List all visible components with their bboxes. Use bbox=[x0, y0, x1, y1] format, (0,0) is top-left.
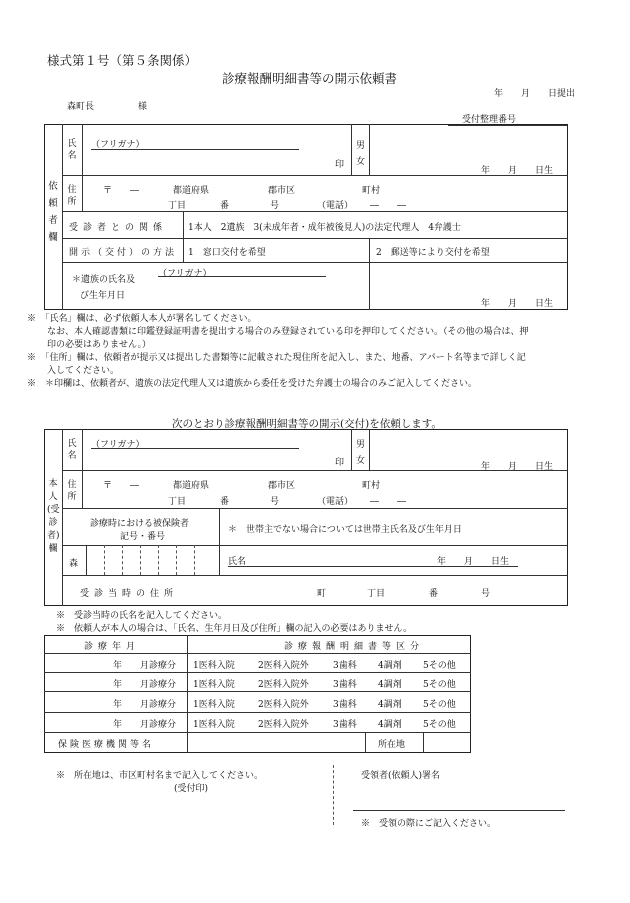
patient-postal[interactable]: 〒 ― bbox=[103, 481, 140, 491]
claims-period[interactable]: 年 月診療分 bbox=[113, 700, 177, 710]
claims-opt-inpatient[interactable]: 1医科入院 bbox=[193, 661, 235, 671]
patient-chome: 丁目 bbox=[168, 497, 187, 507]
householder-birth[interactable]: 年 月 日生 bbox=[437, 557, 510, 567]
method-label: 開示（交付）の方法 bbox=[69, 248, 178, 258]
location-note: ※ 所在地は、市区町村名まで記入してください。 bbox=[56, 771, 264, 781]
claims-opt-pharmacy[interactable]: 4調剤 bbox=[378, 680, 402, 690]
requester-city: 郡市区 bbox=[268, 186, 296, 196]
note-seal-cont: 印の必要はありません。） bbox=[47, 340, 152, 350]
requester-birth-date[interactable]: 年 月 日生 bbox=[481, 166, 554, 176]
relation-label: 受診者との関係 bbox=[69, 223, 168, 233]
bereaved-furigana-label: （フリガナ） bbox=[158, 269, 212, 279]
patient-sex-female[interactable]: 女 bbox=[356, 456, 366, 466]
request-sentence: 次のとおり診療報酬明細書等の開示(交付)を依頼します。 bbox=[172, 418, 442, 430]
claims-opt-dental[interactable]: 3歯科 bbox=[333, 661, 357, 671]
patient-birth-date[interactable]: 年 月 日生 bbox=[481, 462, 554, 472]
bereaved-label-2: び生年月日 bbox=[80, 291, 126, 301]
insured-label-2: 記号・番号 bbox=[120, 532, 166, 542]
requester-furigana-field[interactable] bbox=[91, 149, 299, 150]
note-seal: なお、本人確認書類に印鑑登録証明書を提出する場合のみ登録されている印を押印してください。（その他の場合は、押 bbox=[47, 327, 529, 337]
col-period-header: 診療年月 bbox=[84, 642, 141, 652]
requester-phone-dashes[interactable]: ― ― bbox=[370, 201, 407, 211]
claims-opt-pharmacy[interactable]: 4調剤 bbox=[378, 700, 402, 710]
method-option-mail[interactable]: 2 郵送等により交付を希望 bbox=[376, 248, 490, 258]
patient-go: 号 bbox=[270, 497, 280, 507]
claims-opt-other[interactable]: 5その他 bbox=[423, 720, 456, 730]
claims-period[interactable]: 年 月診療分 bbox=[113, 720, 177, 730]
requester-banchi: 番 bbox=[220, 201, 230, 211]
requester-town: 町村 bbox=[362, 186, 381, 196]
note-asterisk: ※ ＊印欄は、依頼者が、遺族の法定代理人又は遺族から委任を受けた弁護士の場合のみご記入してください。 bbox=[27, 379, 478, 389]
addr-at-visit-chome: 丁目 bbox=[367, 589, 386, 599]
claims-opt-outpatient[interactable]: 2医科入院外 bbox=[258, 720, 309, 730]
patient-phone-dashes[interactable]: ― ― bbox=[370, 497, 407, 507]
claims-opt-inpatient[interactable]: 1医科入院 bbox=[193, 700, 235, 710]
mori-prefix: 森 bbox=[69, 559, 79, 569]
patient-name-label: 氏名 bbox=[67, 439, 77, 461]
addr-at-visit-town: 町 bbox=[317, 589, 327, 599]
note-address-cont: 入してください。 bbox=[47, 366, 120, 376]
stamp-divider bbox=[333, 765, 334, 825]
requester-seal: 印 bbox=[335, 160, 345, 170]
insured-label-1: 診療時における被保険者 bbox=[90, 519, 190, 529]
requester-furigana-label: （フリガナ） bbox=[91, 140, 145, 150]
receipt-number-label: 受付整理番号 bbox=[462, 115, 517, 125]
bereaved-furigana-field[interactable] bbox=[158, 276, 326, 277]
addr-at-visit-go: 号 bbox=[481, 589, 491, 599]
claims-opt-other[interactable]: 5その他 bbox=[423, 700, 456, 710]
requester-name-label: 氏名 bbox=[67, 139, 77, 161]
claims-opt-dental[interactable]: 3歯科 bbox=[333, 720, 357, 730]
receipt-stamp-label: (受付印) bbox=[174, 784, 209, 794]
patient-sex-male[interactable]: 男 bbox=[356, 440, 366, 450]
requester-prefecture: 都道府県 bbox=[173, 186, 210, 196]
claims-opt-dental[interactable]: 3歯科 bbox=[333, 700, 357, 710]
claims-opt-dental[interactable]: 3歯科 bbox=[333, 680, 357, 690]
claims-opt-pharmacy[interactable]: 4調剤 bbox=[378, 661, 402, 671]
claims-opt-inpatient[interactable]: 1医科入院 bbox=[193, 720, 235, 730]
claims-opt-outpatient[interactable]: 2医科入院外 bbox=[258, 661, 309, 671]
recipient-signature-label: 受領者(依頼人)署名 bbox=[361, 771, 441, 781]
page-title: 診療報酬明細書等の開示依頼書 bbox=[222, 71, 398, 86]
institution-label: 保険医療機関等名 bbox=[58, 740, 155, 750]
patient-city: 郡市区 bbox=[268, 481, 296, 491]
claims-period[interactable]: 年 月診療分 bbox=[113, 680, 177, 690]
addressee-honorific: 様 bbox=[138, 102, 148, 112]
claims-opt-inpatient[interactable]: 1医科入院 bbox=[193, 680, 235, 690]
bereaved-birth[interactable]: 年 月 日生 bbox=[481, 299, 554, 309]
patient-town: 町村 bbox=[362, 481, 381, 491]
patient-furigana-label: （フリガナ） bbox=[91, 440, 145, 450]
claims-period[interactable]: 年 月診療分 bbox=[113, 661, 177, 671]
bereaved-label-1: ＊遺族の氏名及 bbox=[72, 275, 136, 285]
recipient-signature-field[interactable] bbox=[353, 810, 565, 811]
requester-address-label: 住所 bbox=[67, 185, 77, 207]
requester-sex-male[interactable]: 男 bbox=[356, 141, 366, 151]
submission-date[interactable]: 年 月 日提出 bbox=[494, 89, 576, 99]
addressee-name: 森町長 bbox=[67, 102, 95, 112]
patient-furigana-field[interactable] bbox=[91, 448, 299, 449]
requester-chome: 丁目 bbox=[168, 201, 187, 211]
addr-at-visit-label: 受診当時の住所 bbox=[80, 589, 179, 599]
method-option-window[interactable]: 1 窓口交付を希望 bbox=[188, 248, 266, 258]
form-number: 様式第１号（第５条関係） bbox=[47, 53, 198, 68]
patient-seal: 印 bbox=[335, 458, 345, 468]
claims-opt-other[interactable]: 5その他 bbox=[423, 661, 456, 671]
note-signature: ※ 「氏名」欄は、必ず依頼人本人が署名してください。 bbox=[27, 314, 257, 324]
requester-sex-female[interactable]: 女 bbox=[356, 157, 366, 167]
requester-section-label: 依頼者欄 bbox=[48, 181, 58, 243]
note-self-request: ※ 依頼人が本人の場合は、「氏名、生年月日及び住所」欄の記入の必要はありません。 bbox=[56, 624, 413, 634]
patient-phone-label: （電話） bbox=[317, 497, 354, 507]
patient-prefecture: 都道府県 bbox=[173, 481, 210, 491]
addr-at-visit-number: 番 bbox=[429, 589, 439, 599]
patient-banchi: 番 bbox=[220, 497, 230, 507]
col-category-header: 診療報酬明細書等区分 bbox=[284, 642, 425, 652]
householder-note: ＊ 世帯主でない場合については世帯主氏名及び生年月日 bbox=[228, 525, 462, 535]
requester-phone-label: （電話） bbox=[317, 201, 354, 211]
note-visit-name: ※ 受診当時の氏名を記入してください。 bbox=[56, 611, 228, 621]
claims-opt-pharmacy[interactable]: 4調剤 bbox=[378, 720, 402, 730]
requester-postal[interactable]: 〒 ― bbox=[103, 186, 140, 196]
relation-options[interactable]: 1本人 2遺族 3(未成年者・成年被後見人)の法定代理人 4弁護士 bbox=[188, 223, 461, 233]
note-address: ※ 「住所」欄は、依頼者が提示又は提出した書類等に記載された現住所を記入し、また、地番、アパート名等まで詳しく記 bbox=[27, 353, 526, 363]
location-label: 所在地 bbox=[378, 740, 406, 750]
claims-opt-other[interactable]: 5その他 bbox=[423, 680, 456, 690]
patient-section-label: 本人(受診者)欄 bbox=[47, 479, 60, 554]
patient-address-label: 住所 bbox=[67, 480, 77, 502]
householder-name-label: 氏名 bbox=[228, 557, 247, 567]
requester-go: 号 bbox=[270, 201, 280, 211]
recipient-note: ※ 受領の際にご記入ください。 bbox=[361, 819, 497, 829]
claims-opt-outpatient[interactable]: 2医科入院外 bbox=[258, 700, 309, 710]
claims-opt-outpatient[interactable]: 2医科入院外 bbox=[258, 680, 309, 690]
